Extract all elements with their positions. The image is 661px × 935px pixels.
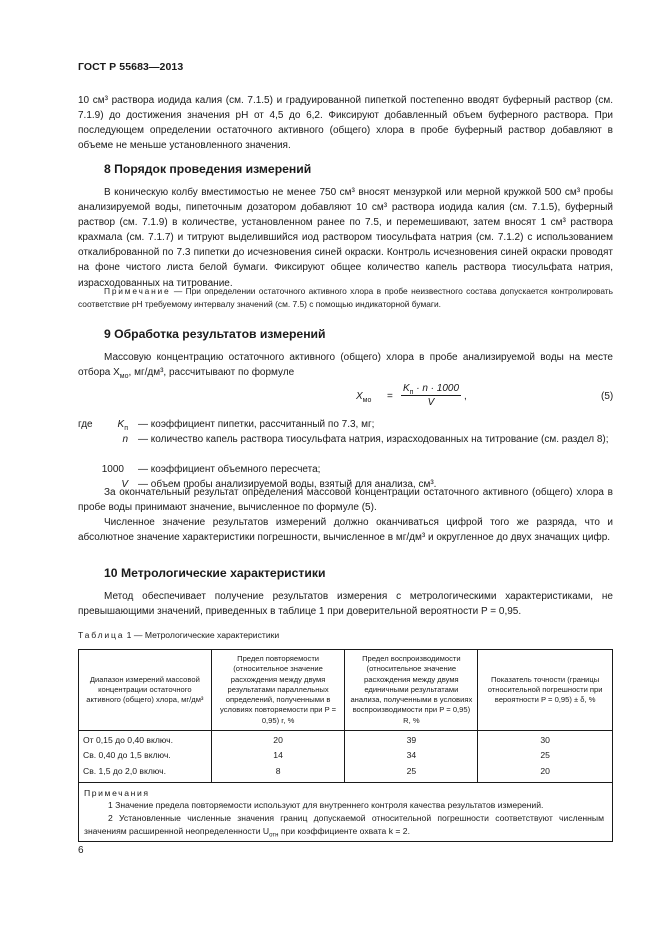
definition-text: — объем пробы анализируемой воды, взятый для анализа, см³.: [138, 479, 437, 490]
symbol-text: K: [117, 419, 125, 430]
formula-rest: · n · 1000: [413, 383, 460, 394]
section-10-paragraph: Метод обеспечивает получение результатов измерения с метрологическими характеристиками, не превышающими значений, приведенных в таблице 1 при доверительной вероятности P = 0,95.: [78, 591, 613, 618]
cell-range: Св. 1,5 до 2,0 включ.: [79, 764, 212, 783]
subscript: мо: [119, 373, 129, 381]
text-run: , мг/дм³, рассчитывают по формуле: [128, 367, 295, 379]
definition-symbol: [78, 417, 128, 432]
definition-text: — коэффициент объемного пересчета;: [138, 464, 321, 475]
section-8-note: [78, 285, 613, 310]
cell-r: 8: [211, 764, 345, 783]
cell-delta: 30: [478, 731, 613, 749]
note-2: [84, 812, 604, 837]
definition-symbol: V: [121, 479, 128, 490]
definition-symbol: n: [122, 434, 128, 445]
subscript: отн: [269, 832, 279, 839]
section-9-heading: 9 Обработка результатов измерений: [104, 327, 326, 341]
definition-symbol: 1000: [101, 464, 124, 475]
symbol-subscript: п: [124, 425, 128, 432]
note-text: — При определении остаточного активного хлора в пробе неизвестного состава допускается контролировать соответствие рН требуемому интервалу значений (см. 7.5) с помощью индикаторной бумаги.: [78, 286, 613, 309]
definition-text: — количество капель раствора тиосульфата натрия, израсходованных на титрование (см. раздел 8);: [138, 434, 609, 445]
formula-numerator: [401, 383, 461, 396]
table-notes: [79, 782, 613, 841]
table-caption-text: 1 — Метрологические характеристики: [124, 630, 280, 640]
cell-R: 34: [345, 748, 478, 763]
table-caption-label: Таблица: [78, 630, 125, 640]
formula-number: (5): [601, 391, 614, 402]
page-number: 6: [78, 845, 84, 856]
formula-comma: ,: [464, 391, 467, 402]
metrology-table: [78, 649, 613, 842]
cell-range: Св. 0,40 до 1,5 включ.: [79, 748, 212, 763]
table-notes-row: [79, 782, 613, 841]
table-row: [79, 731, 613, 749]
table-row: [79, 748, 613, 763]
header-reproducibility: Предел воспроизводимости (относительное значение расхождения между двумя единичными результатами анализа, полученными в условиях воспроизводимости при P = 0,95) R, %: [345, 650, 478, 731]
formula-subscript: п: [409, 389, 414, 396]
cell-r: 20: [211, 731, 345, 749]
table-row: [79, 764, 613, 783]
section-8-heading: 8 Порядок проведения измерений: [104, 162, 312, 176]
formula-denominator: V: [427, 397, 435, 408]
formula-lhs: [356, 391, 371, 402]
definition-text: — коэффициент пипетки, рассчитанный по 7.3, мг;: [138, 419, 375, 430]
intro-paragraph: 10 см³ раствора иодида калия (см. 7.1.5) и градуированной пипеткой постепенно вводят буферный раствор (см. 7.1.9) до достижения значения рН от 4,5 до 6,2. Фиксируют добавленный объем буферного раствора. При последующем определении остаточного активного (общего) хлора в пробе буферный раствор добавляют в объеме не меньше установленного значения.: [78, 95, 613, 152]
cell-R: 25: [345, 764, 478, 783]
header-repeatability: Предел повторяемости (относительное значение расхождения между двумя результатами параллельных определений, полученными в условиях повторяемости при P = 0,95) r, %: [211, 650, 345, 731]
text-run: 2 Установленные численные значения границ допускаемой относительной погрешности соответствуют численным значениям расширенной неопределенности U: [84, 813, 604, 836]
note-label: Примечание: [104, 286, 171, 296]
cell-range: От 0,15 до 0,40 включ.: [79, 731, 212, 749]
table-caption: [78, 630, 279, 640]
section-8-paragraph: В коническую колбу вместимостью не менее 750 см³ вносят мензуркой или мерной кружкой 500 см³ пробы анализируемой воды, пипеточным дозатором добавляют 10 см³ раствора иодида калия (см. 7.1.5), буферный раствор (см. 7.1.9) в количестве, установленном ранее по 7.5, и перемешивают, затем вносят 1 см³ раствора крахмала (см. 7.1.7) и титруют выделившийся иод раствором тиосульфата натрия (см. 7.1.2) с использованием откалиброванной по 7.3 пипетки до исчезновения синей окраски. Контроль исчезновения синей окраски проводят на фоне чистого листа белой бумаги. Фиксируют общее количество капель раствора тиосульфата натрия, израсходованных на титрование.: [78, 187, 613, 289]
formula-equals: =: [387, 391, 393, 402]
formula-symbol: K: [402, 383, 410, 394]
text-run: Массовую концентрацию остаточного активного (общего) хлора в пробе анализируемой воды на месте отбора X: [78, 352, 613, 379]
text-run: при коэффициенте охвата k = 2.: [278, 825, 410, 836]
note-1: 1 Значение предела повторяемости используют для внутреннего контроля качества результатов измерений.: [108, 800, 544, 811]
formula-subscript: мо: [362, 397, 372, 404]
where-word: где: [78, 419, 93, 430]
cell-R: 39: [345, 731, 478, 749]
formula-symbol: X: [356, 391, 363, 402]
notes-title: Примечания: [84, 787, 150, 798]
cell-r: 14: [211, 748, 345, 763]
header-accuracy: Показатель точности (границы относительной погрешности при вероятности P = 0,95) ± δ, %: [478, 650, 613, 731]
section-9-paragraph-2: За окончательный результат определения массовой концентрации остаточного активного (общего) хлора в пробе воды принимают значение, вычисленное по формуле (5).: [78, 487, 613, 514]
cell-delta: 20: [478, 764, 613, 783]
section-10-heading: 10 Метрологические характеристики: [104, 566, 326, 580]
table-header-row: [79, 650, 613, 731]
formula-fraction: [401, 383, 461, 408]
section-9-paragraph-1: [78, 350, 613, 380]
header-range: Диапазон измерений массовой концентрации остаточного активного (общего) хлора, мг/дм³: [79, 650, 212, 731]
standard-code: ГОСТ Р 55683—2013: [78, 61, 184, 73]
cell-delta: 25: [478, 748, 613, 763]
section-9-paragraph-3: Численное значение результатов измерений должно оканчиваться цифрой того же разряда, что и абсолютное значение характеристики погрешности, вычисленное в мг/дм³ и округленное до двух значащих цифр.: [78, 517, 613, 544]
